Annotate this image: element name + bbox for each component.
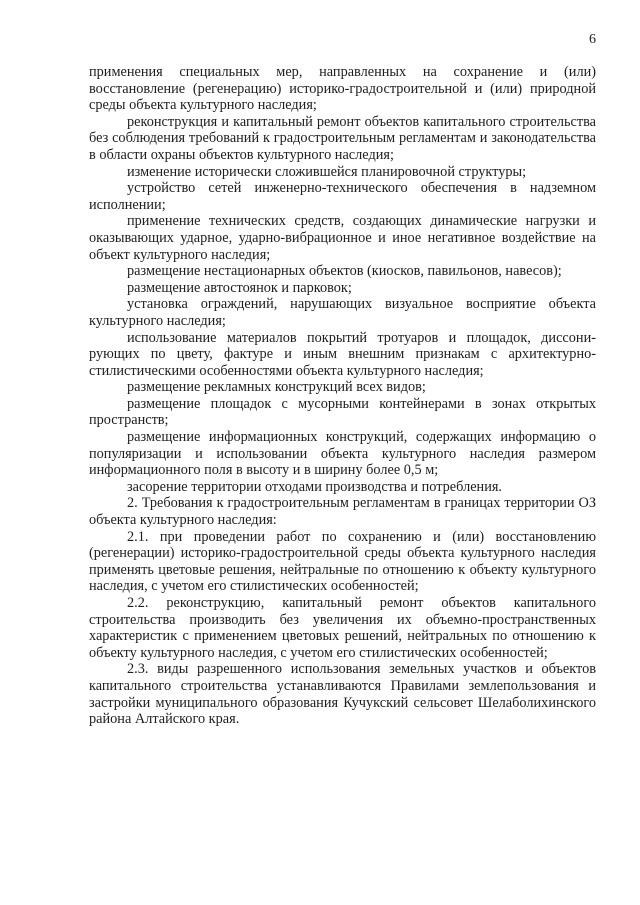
paragraph: размещение автостоянок и парковок; (127, 279, 352, 296)
document-body (89, 64, 596, 728)
page-number: 6 (589, 32, 596, 47)
paragraph: размещение информационных конструкций, содержащих информацию о популяризации и использовании объекта культурного наследия размером информационного поля в высоту и в ширину более 0,5 м; (89, 429, 596, 479)
paragraph: 2.2. реконструкцию, капитальный ремонт объектов капитального строительства производить без увеличения их объемно-пространственных характеристик с применением цветовых решений, нейтральных по отношению к объекту культурного наследия, с учетом его стилистических особенностей; (89, 595, 596, 661)
paragraph: изменение исторически сложившейся планировочной структуры; (127, 163, 527, 180)
paragraph: размещение площадок с мусорными контейнерами в зонах открытых пространств; (89, 395, 596, 429)
paragraph: 2. Требования к градостроительным регламентам в границах территории ОЗ объекта культурного наследия: (89, 495, 596, 529)
paragraph: применения специальных мер, направленных на сохранение и (или) восстановление (регенерацию) историко-градостроительной и (или) природной среды объекта культурного наследия; (89, 64, 596, 114)
paragraph: устройство сетей инженерно-технического обеспечения в надземном исполнении; (89, 180, 596, 213)
paragraph: размещение нестационарных объектов (киосков, павильонов, навесов); (127, 263, 562, 280)
paragraph: установка ограждений, нарушающих визуальное восприятие объекта культурного наследия; (89, 296, 596, 329)
paragraph: размещение рекламных конструкций всех видов; (127, 379, 426, 396)
paragraph: 2.1. при проведении работ по сохранению и (или) восстановлению (регенерации) историко-градостроительной среды объекта культурного наследия применять цветовые решения, нейтральные по отношению к объекту культурного наследия, с учетом его стилистических особенностей; (89, 528, 596, 595)
paragraph: использование материалов покрытий тротуаров и площадок, диссонирующих по цвету, фактуре и иным внешним признакам с архитектурно-стилистическими особенностями объекта культурного наследия; (89, 329, 596, 379)
paragraph: применение технических средств, создающих динамические нагрузки и оказывающих ударное, ударно-вибрационное и иное негативное воздействие на объект культурного наследия; (89, 213, 596, 263)
paragraph: засорение территории отходами производства и потребления. (127, 478, 503, 495)
paragraph: 2.3. виды разрешенного использования земельных участков и объектов капитального строительства устанавливаются Правилами землепользования и застройки муниципального образования Кучукский сельсовет Шелаболихинского района Алтайского края. (89, 661, 596, 728)
paragraph: реконструкция и капитальный ремонт объектов капитального строительства без соблюдения требований к градостроительным регламентам и законодательства в области охраны объектов культурного наследия; (89, 113, 596, 163)
